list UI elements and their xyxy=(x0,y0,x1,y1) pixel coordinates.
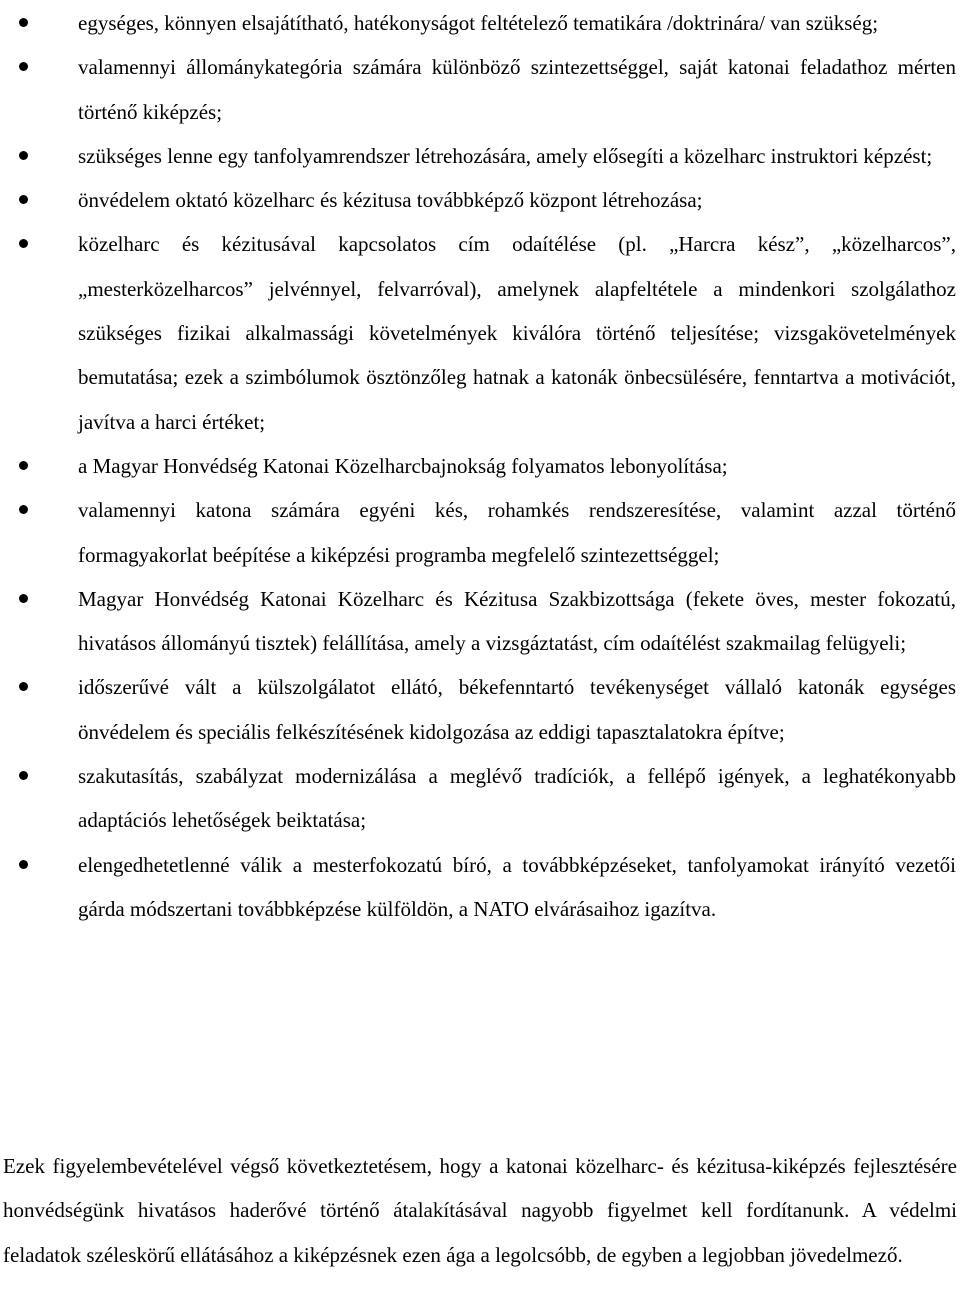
list-item-text: egységes, könnyen elsajátítható, hatékonyságot feltételező tematikára /doktrinára/ van szükség; xyxy=(78,11,879,35)
list-item xyxy=(0,134,958,178)
bullet-icon xyxy=(19,461,28,470)
list-item-text: valamennyi katona számára egyéni kés, rohamkés rendszeresítése, valamint azzal történő formagyakorlat beépítése a kiképzési programba megfelelő szintezettséggel; xyxy=(78,498,956,567)
bullet-icon xyxy=(19,62,28,71)
recommendation-list xyxy=(0,1,958,931)
bullet-icon xyxy=(19,239,28,248)
bullet-icon xyxy=(19,151,28,160)
list-item xyxy=(0,222,958,443)
list-item xyxy=(0,178,958,222)
bullet-icon xyxy=(19,771,28,780)
list-item-text: szakutasítás, szabályzat modernizálása a meglévő tradíciók, a fellépő igények, a leghatékonyabb adaptációs lehetőségek beiktatása; xyxy=(78,764,956,833)
list-item xyxy=(0,45,958,134)
bullet-icon xyxy=(19,682,28,691)
list-item xyxy=(0,665,958,754)
list-item xyxy=(0,843,958,932)
list-item-text: Magyar Honvédség Katonai Közelharc és Kézitusa Szakbizottsága (fekete öves, mester fokozatú, hivatásos állományú tisztek) felállítása, amely a vizsgáztatást, cím odaítélést szakmailag felügyeli; xyxy=(78,586,956,656)
list-item-text: önvédelem oktató közelharc és kézitusa továbbképző központ létrehozása; xyxy=(78,188,703,213)
list-item-text: a Magyar Honvédség Katonai Közelharcbajnokság folyamatos lebonyolítása; xyxy=(78,453,728,478)
list-item-text: valamennyi állománykategória számára különböző szintezettséggel, saját katonai feladathoz mérten történő kiképzés; xyxy=(78,55,956,124)
list-item xyxy=(0,444,958,488)
list-item xyxy=(0,1,958,45)
bullet-icon xyxy=(19,594,28,603)
list-item xyxy=(0,488,958,577)
conclusion-paragraph: Ezek figyelembevételével végső következtetésem, hogy a katonai közelharc- és kézitusa-kiképzés fejlesztésére honvédségünk hivatásos haderővé történő átalakításával nagyobb figyelmet kell fordítanunk. A védelmi feladatok széleskörű ellátásához a kiképzésnek ezen ága a legolcsóbb, de egyben a legjobban jövedelmező. xyxy=(3,1154,957,1267)
bullet-icon xyxy=(19,18,28,27)
list-item-text: szükséges lenne egy tanfolyamrendszer létrehozására, amely elősegíti a közelharc instruktori képzést; xyxy=(78,143,933,168)
list-item xyxy=(0,577,958,666)
list-item-text: elengedhetetlenné válik a mesterfokozatú bíró, a továbbképzéseket, tanfolyamokat irányító vezetői gárda módszertani továbbképzése külföldön, a NATO elvárásaihoz igazítva. xyxy=(78,852,956,921)
list-item xyxy=(0,754,958,843)
bullet-icon xyxy=(19,505,28,514)
list-item-text: közelharc és kézitusával kapcsolatos cím odaítélése (pl. „Harcra kész”, „közelharcos”, „mesterközelharcos” jelvénnyel, felvarróval), amelynek alapfeltétele a mindenkori szolgálathoz szükséges fizikai alkalmassági követelmények kiválóra történő teljesítése; vizsgakövetelmények bemutatása; ezek a szimbólumok ösztönzőleg hatnak a katonák önbecsülésére, fenntartva a motivációt, javítva a harci értéket; xyxy=(78,232,956,434)
bullet-icon xyxy=(19,195,28,204)
list-item-text: időszerűvé vált a külszolgálatot ellátó, békefenntartó tevékenységet vállaló katonák egységes önvédelem és speciális felkészítésének kidolgozása az eddigi tapasztalatokra építve; xyxy=(78,675,956,744)
bullet-icon xyxy=(19,860,28,869)
